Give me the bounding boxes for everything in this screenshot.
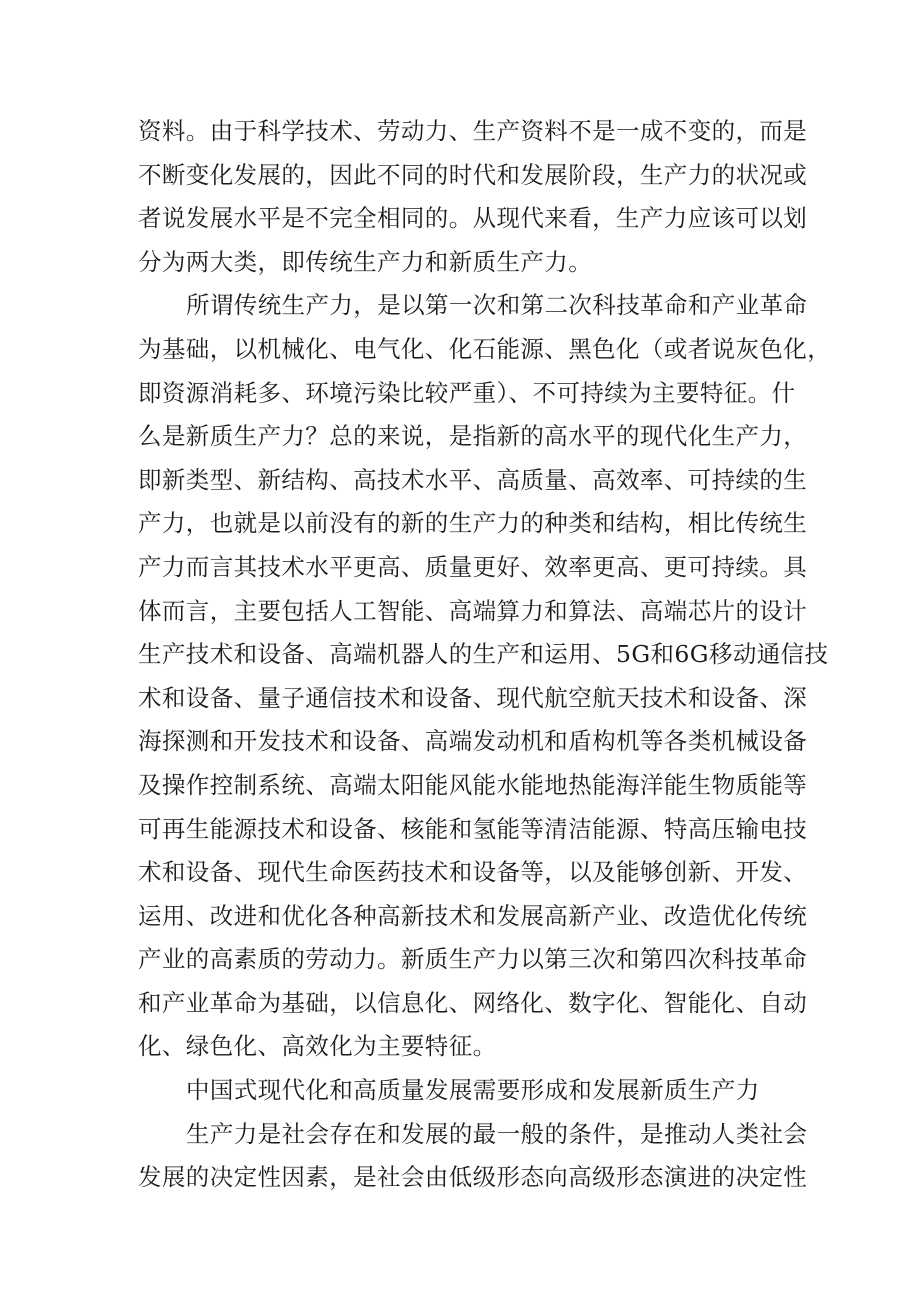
text-line: 化、绿色化、高效化为主要特征。 xyxy=(138,1032,497,1061)
section-heading: 中国式现代化和高质量发展需要形成和发展新质生产力 xyxy=(186,1076,760,1105)
text-line: 产力而言其技术水平更高、质量更好、效率更高、更可持续。具 xyxy=(138,552,808,581)
paragraph-first-line: 生产力是社会存在和发展的最一般的条件，是推动人类社会 xyxy=(186,1119,808,1148)
text-line: 资料。由于科学技术、劳动力、生产资料不是一成不变的，而是 xyxy=(138,117,808,145)
text-line: 者说发展水平是不完全相同的。从现代来看，生产力应该可以划 xyxy=(138,204,808,233)
text-line: 及操作控制系统、高端太阳能风能水能地热能海洋能生物质能等 xyxy=(138,770,808,799)
text-line: 么是新质生产力？总的来说，是指新的高水平的现代化生产力， xyxy=(138,422,808,451)
text-line: 即新类型、新结构、高技术水平、高质量、高效率、可持续的生 xyxy=(138,465,808,494)
text-line: 发展的决定性因素，是社会由低级形态向高级形态演进的决定性 xyxy=(138,1163,808,1192)
text-line: 运用、改进和优化各种高新技术和发展高新产业、改造优化传统 xyxy=(138,901,808,930)
text-line: 体而言，主要包括人工智能、高端算力和算法、高端芯片的设计 xyxy=(138,596,808,625)
text-line: 术和设备、现代生命医药技术和设备等，以及能够创新、开发、 xyxy=(138,858,808,887)
text-line: 海探测和开发技术和设备、高端发动机和盾构机等各类机械设备 xyxy=(138,727,808,756)
text-line: 和产业革命为基础，以信息化、网络化、数字化、智能化、自动 xyxy=(138,988,808,1017)
text-line: 可再生能源技术和设备、核能和氢能等清洁能源、特高压输电技 xyxy=(138,814,808,843)
paragraph-first-line: 所谓传统生产力，是以第一次和第二次科技革命和产业革命 xyxy=(186,291,808,320)
text-line: 不断变化发展的，因此不同的时代和发展阶段，生产力的状况或 xyxy=(138,160,808,189)
text-line: 为基础，以机械化、电气化、化石能源、黑色化（或者说灰色化， xyxy=(138,334,832,363)
text-line: 术和设备、量子通信技术和设备、现代航空航天技术和设备、深 xyxy=(138,683,808,712)
document-body xyxy=(138,110,832,1200)
text-line: 生产技术和设备、高端机器人的生产和运用、5G和6G移动通信技 xyxy=(138,640,829,669)
text-line: 产力，也就是以前没有的新的生产力的种类和结构，相比传统生 xyxy=(138,509,808,538)
text-line: 分为两大类，即传统生产力和新质生产力。 xyxy=(138,247,593,276)
text-line: 即资源消耗多、环境污染比较严重）、不可持续为主要特征。什 xyxy=(138,378,796,407)
text-line: 产业的高素质的劳动力。新质生产力以第三次和第四次科技革命 xyxy=(138,945,808,974)
